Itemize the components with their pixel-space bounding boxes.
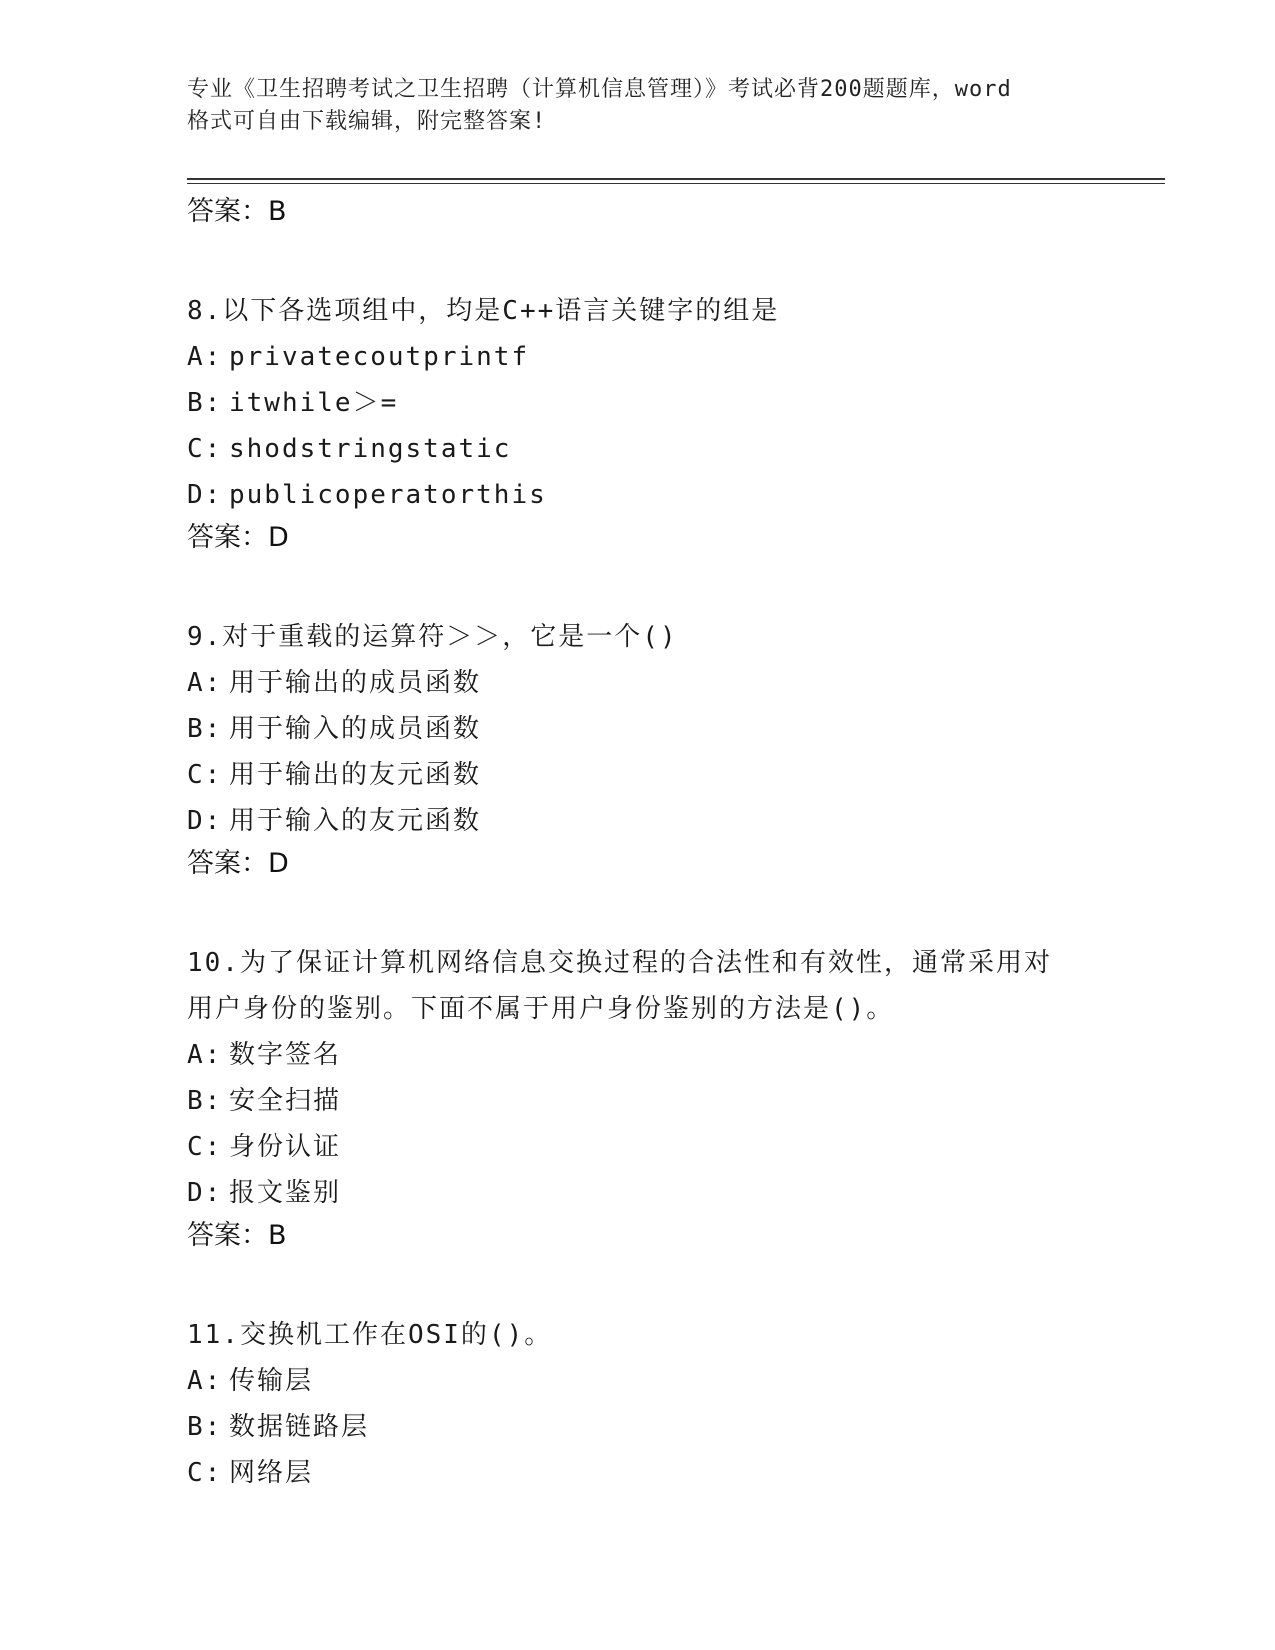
question-stem: 11.交换机工作在OSI的()。	[187, 1320, 553, 1350]
option-key: D:	[187, 1178, 223, 1208]
answer-option	[187, 1404, 1147, 1450]
header-line-1: 专业《卫生招聘考试之卫生招聘（计算机信息管理）》考试必背200题题库，word	[187, 77, 1012, 102]
question-item	[187, 940, 1147, 1216]
option-text: 用于输入的成员函数	[229, 714, 482, 744]
answer-option	[187, 660, 1147, 706]
answer-option	[187, 1450, 1147, 1496]
option-key: C:	[187, 760, 223, 790]
question-stem: 8.以下各选项组中，均是C++语言关键字的组是	[187, 296, 780, 326]
option-text: 用于输入的友元函数	[229, 806, 482, 836]
option-key: B:	[187, 714, 223, 744]
document-header	[187, 74, 1087, 138]
answer-line: 答案：D	[187, 522, 289, 553]
question-stem: 10.为了保证计算机网络信息交换过程的合法性和有效性，通常采用对	[187, 948, 1052, 978]
answer-option	[187, 1078, 1147, 1124]
question-list	[187, 192, 1147, 1496]
header-divider-thin	[187, 183, 1165, 184]
question-stem: 9.对于重载的运算符＞＞，它是一个()	[187, 622, 678, 652]
option-key: C:	[187, 1132, 223, 1162]
answer-option	[187, 426, 1147, 472]
answer-option	[187, 1358, 1147, 1404]
answer-option	[187, 1170, 1147, 1216]
option-key: B:	[187, 388, 223, 418]
answer-option	[187, 472, 1147, 518]
option-text: 用于输出的友元函数	[229, 760, 482, 790]
answer-option	[187, 1032, 1147, 1078]
option-text: itwhile＞=	[229, 388, 399, 418]
option-text: privatecoutprintf	[229, 342, 530, 372]
answer-option	[187, 1124, 1147, 1170]
option-text: 传输层	[229, 1366, 314, 1396]
option-key: A:	[187, 1366, 223, 1396]
questions-container	[187, 288, 1147, 1496]
option-key: A:	[187, 1040, 223, 1070]
answer-option	[187, 798, 1147, 844]
option-text: 用于输出的成员函数	[229, 668, 482, 698]
question-item	[187, 1312, 1147, 1496]
answer-line: 答案：D	[187, 848, 289, 879]
answer-option	[187, 380, 1147, 426]
answer-line: 答案：B	[187, 1220, 287, 1251]
answer-option	[187, 752, 1147, 798]
previous-answer: 答案：B	[187, 196, 287, 227]
option-text: publicoperatorthis	[229, 480, 547, 510]
answer-option	[187, 334, 1147, 380]
answer-option	[187, 706, 1147, 752]
question-item	[187, 288, 1147, 518]
option-text: 安全扫描	[229, 1086, 342, 1116]
option-text: 数据链路层	[229, 1412, 370, 1442]
option-key: A:	[187, 342, 223, 372]
option-key: D:	[187, 806, 223, 836]
header-divider-thick	[187, 178, 1165, 180]
option-text: 数字签名	[229, 1040, 342, 1070]
option-text: 网络层	[229, 1458, 314, 1488]
option-key: D:	[187, 480, 223, 510]
option-key: B:	[187, 1086, 223, 1116]
option-key: B:	[187, 1412, 223, 1442]
question-stem: 用户身份的鉴别。下面不属于用户身份鉴别的方法是()。	[187, 994, 895, 1024]
option-text: 报文鉴别	[229, 1178, 342, 1208]
option-key: A:	[187, 668, 223, 698]
header-line-2: 格式可自由下载编辑，附完整答案!	[187, 109, 547, 134]
question-item	[187, 614, 1147, 844]
option-key: C:	[187, 1458, 223, 1488]
option-text: shodstringstatic	[229, 434, 512, 464]
option-text: 身份认证	[229, 1132, 342, 1162]
option-key: C:	[187, 434, 223, 464]
